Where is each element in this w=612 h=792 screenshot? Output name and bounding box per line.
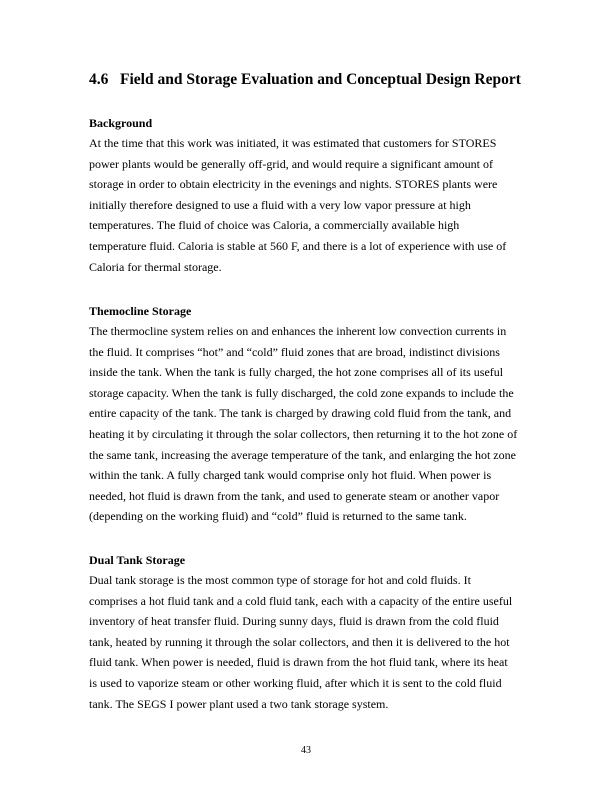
- thermocline-title: Themocline Storage: [89, 304, 192, 318]
- paragraph-line: fluid tank. When power is needed, fluid is drawn from the hot fluid tank, where its heat: [89, 655, 508, 670]
- paragraph-line: Caloria for thermal storage.: [89, 259, 222, 274]
- dual-tank-title: Dual Tank Storage: [89, 553, 186, 567]
- section-heading-title: Field and Storage Evaluation and Conceptual Design Report: [120, 71, 521, 88]
- paragraph-line: tank, heated by running it through the solar collectors, and then it is delivered to the hot: [89, 634, 510, 649]
- paragraph-line: within the tank. A fully charged tank would comprise only hot fluid. When power is: [89, 468, 492, 483]
- thermocline-section: [89, 302, 529, 527]
- page-number: 43: [301, 745, 311, 756]
- paragraph-line: entire capacity of the tank. The tank is charged by drawing cold fluid from the tank, and: [89, 406, 512, 421]
- paragraph-line: The thermocline system relies on and enhances the inherent low convection currents in: [89, 324, 507, 338]
- paragraph-line: inside the tank. When the tank is fully charged, the hot zone comprises all of its useful: [89, 365, 504, 380]
- paragraph-line: tank. The SEGS I power plant used a two tank storage system.: [89, 696, 389, 711]
- background-section: [89, 114, 529, 277]
- section-number: 4.6: [89, 71, 109, 88]
- dual-tank-section: [89, 551, 529, 714]
- background-title: Background: [89, 116, 153, 130]
- paragraph-line: is used to vaporize steam or other working fluid, after which it is sent to the cold fluid: [89, 675, 502, 690]
- paragraph-line: At the time that this work was initiated, it was estimated that customers for STORES: [89, 136, 497, 150]
- paragraph-line: storage in order to obtain electricity in the evenings and nights. STORES plants were: [89, 177, 498, 192]
- paragraph-line: heating it by circulating it through the solar collectors, then returning it to the hot zone of: [89, 426, 518, 441]
- paragraph-line: temperature fluid. Caloria is stable at 560 F, and there is a lot of experience with use of: [89, 238, 507, 253]
- paragraph-line: temperatures. The fluid of choice was Caloria, a commercially available high: [89, 218, 460, 233]
- paragraph-line: the fluid. It comprises “hot” and “cold” fluid zones that are broad, indistinct divisions: [89, 344, 500, 359]
- paragraph-line: storage capacity. When the tank is fully discharged, the cold zone expands to include the: [89, 385, 514, 400]
- paragraph-line: comprises a hot fluid tank and a cold fluid tank, each with a capacity of the entire useful: [89, 593, 513, 608]
- paragraph-line: needed, hot fluid is drawn from the tank, and used to generate steam or another vapor: [89, 488, 500, 503]
- section-heading: [89, 69, 521, 91]
- paragraph-line: initially therefore designed to use a fluid with a very low vapor pressure at high: [89, 197, 471, 212]
- paragraph-line: Dual tank storage is the most common type of storage for hot and cold fluids. It: [89, 573, 471, 587]
- paragraph-line: power plants would be generally off-grid, and would require a significant amount of: [89, 156, 493, 171]
- paragraph-line: the same tank, increasing the average temperature of the tank, and enlarging the hot zone: [89, 447, 516, 462]
- paragraph-line: inventory of heat transfer fluid. During sunny days, fluid is drawn from the cold fluid: [89, 614, 499, 629]
- paragraph-line: (depending on the working fluid) and “cold” fluid is returned to the same tank.: [89, 509, 467, 524]
